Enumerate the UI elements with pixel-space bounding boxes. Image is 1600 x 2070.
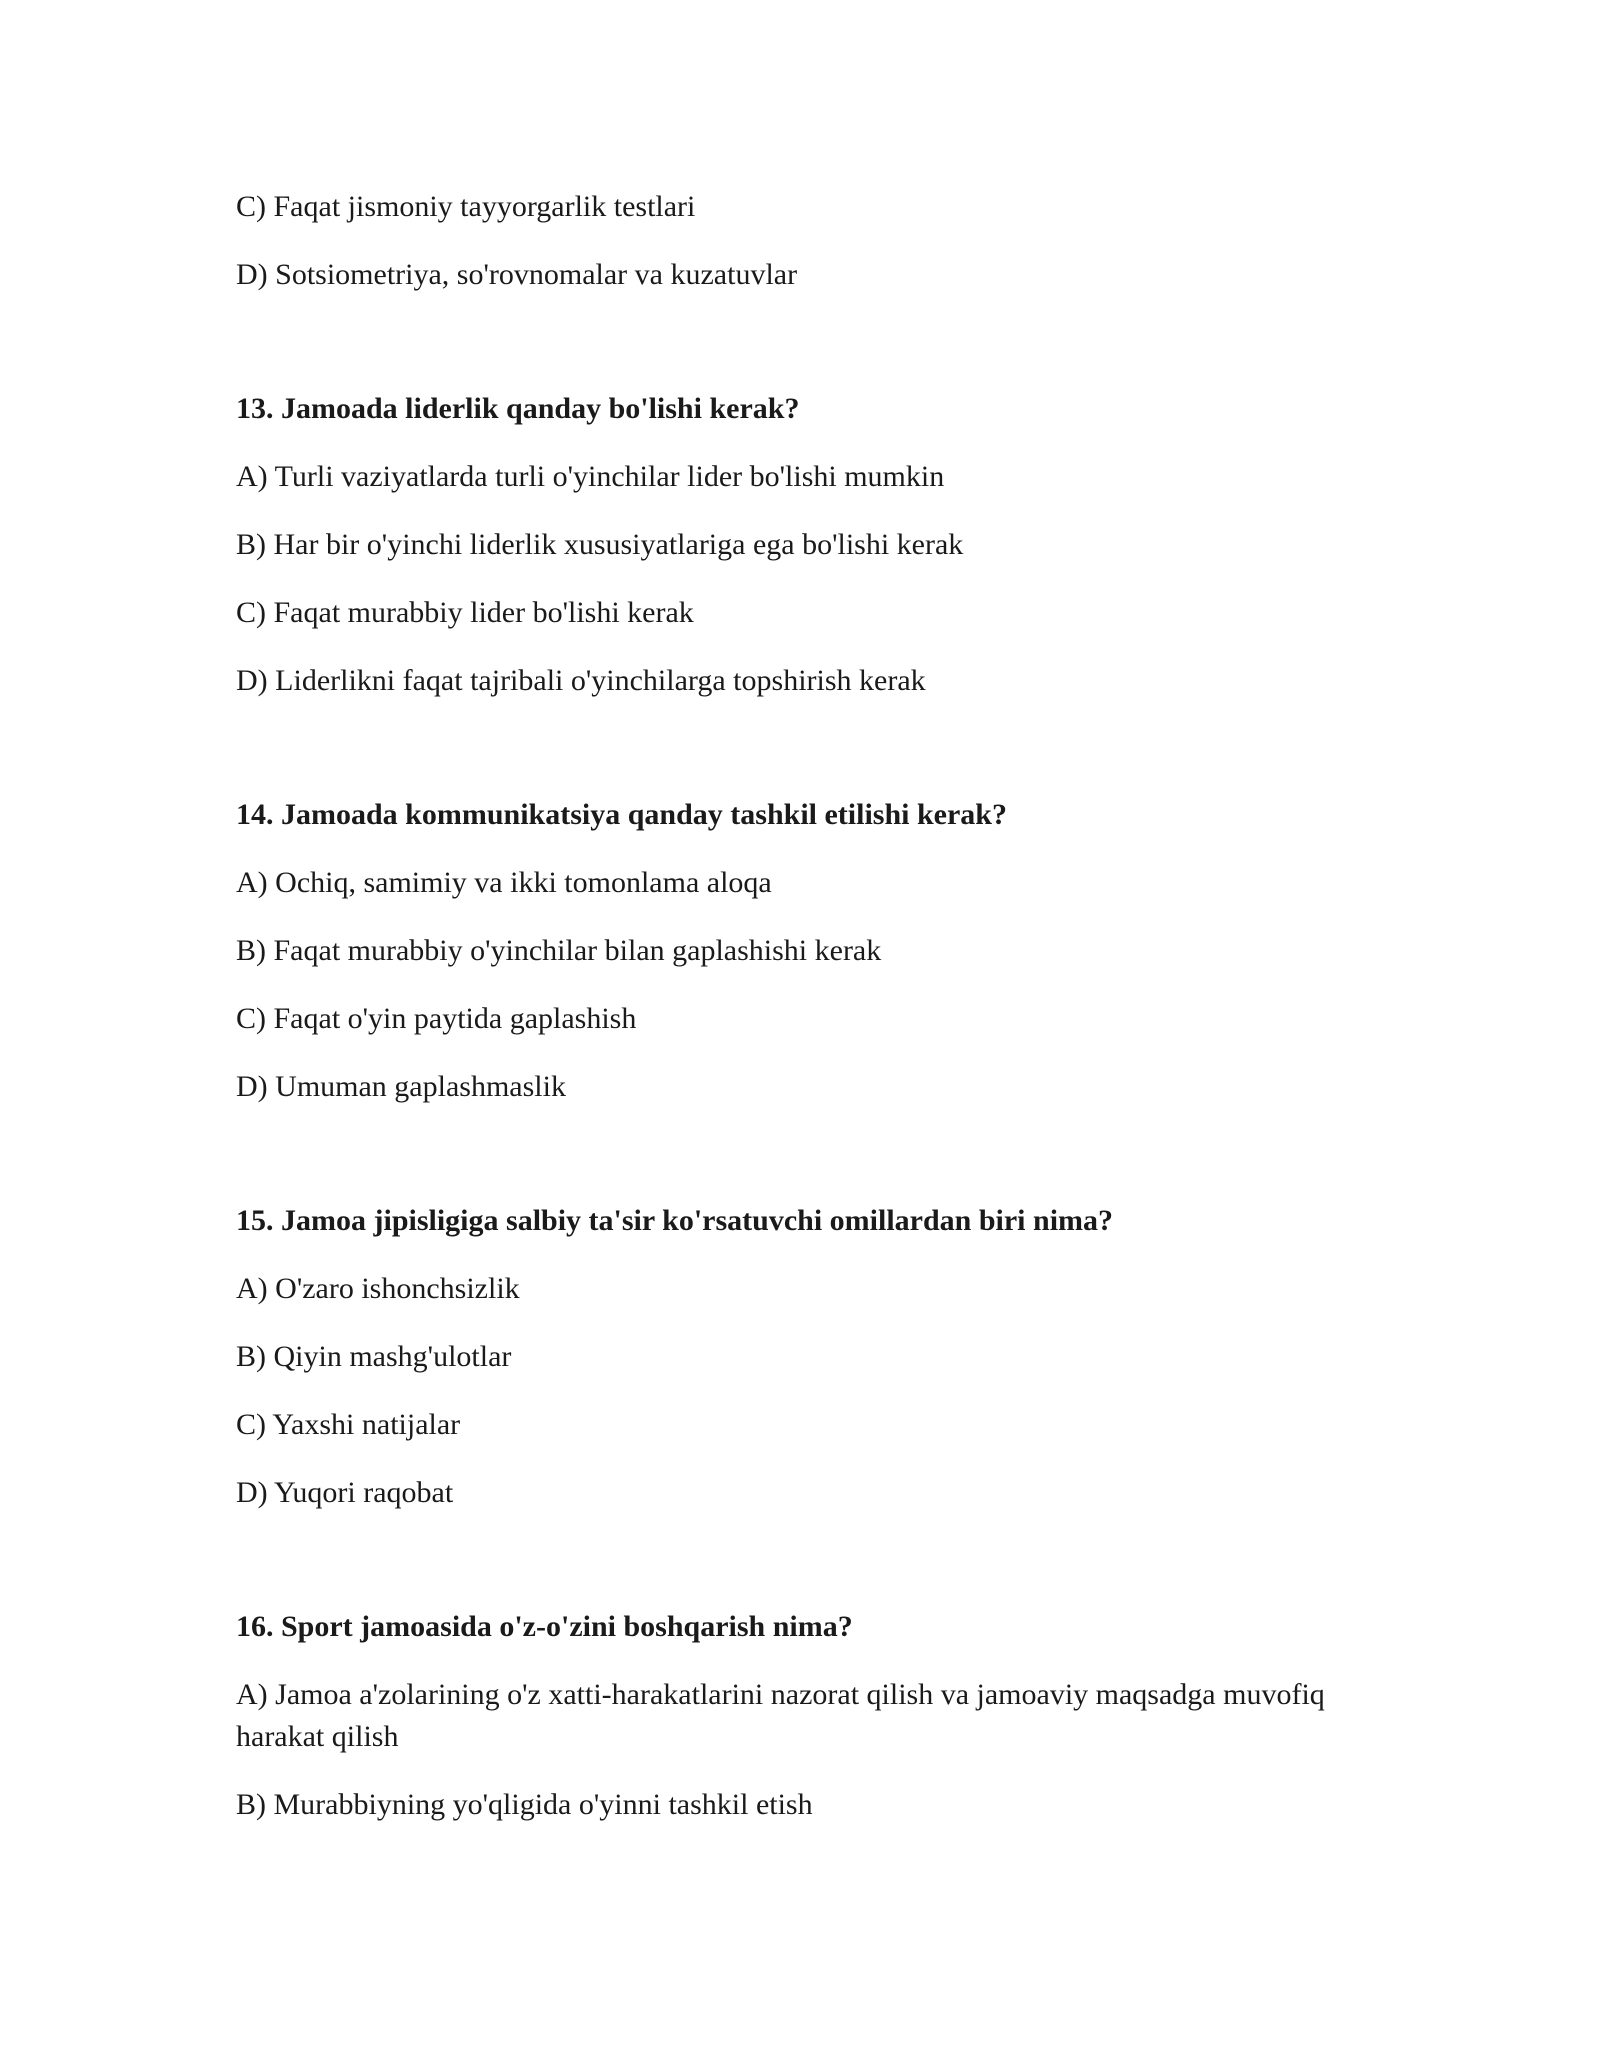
question-15-option-b: B) Qiyin mashg'ulotlar [236, 1340, 512, 1373]
question-14-option-c: C) Faqat o'yin paytida gaplashish [236, 1002, 637, 1035]
option-d-previous: D) Sotsiometriya, so'rovnomalar va kuzatuvlar [236, 258, 798, 291]
question-16-option-b: B) Murabbiyning yo'qligida o'yinni tashkil etish [236, 1788, 813, 1821]
question-13-title: 13. Jamoada liderlik qanday bo'lishi kerak? [236, 392, 800, 425]
question-13-option-d: D) Liderlikni faqat tajribali o'yinchilarga topshirish kerak [236, 664, 926, 697]
page-content [236, 186, 1386, 1852]
question-13-option-c: C) Faqat murabbiy lider bo'lishi kerak [236, 596, 694, 629]
question-14-option-a: A) Ochiq, samimiy va ikki tomonlama aloqa [236, 866, 772, 899]
question-15-option-c: C) Yaxshi natijalar [236, 1408, 461, 1441]
question-15-option-d: D) Yuqori raqobat [236, 1476, 454, 1509]
question-15-option-a: A) O'zaro ishonchsizlik [236, 1272, 520, 1305]
question-14-option-d: D) Umuman gaplashmaslik [236, 1070, 566, 1103]
question-14-option-b: B) Faqat murabbiy o'yinchilar bilan gaplashishi kerak [236, 934, 882, 967]
question-16-title: 16. Sport jamoasida o'z-o'zini boshqarish nima? [236, 1610, 853, 1643]
option-c-previous: C) Faqat jismoniy tayyorgarlik testlari [236, 190, 696, 223]
question-14-title: 14. Jamoada kommunikatsiya qanday tashkil etilishi kerak? [236, 798, 1007, 831]
question-13-option-b: B) Har bir o'yinchi liderlik xususiyatlariga ega bo'lishi kerak [236, 528, 964, 561]
spacer [236, 1540, 1386, 1606]
question-15-title: 15. Jamoa jipisligiga salbiy ta'sir ko'rsatuvchi omillardan biri nima? [236, 1204, 1114, 1237]
question-16-option-a: A) Jamoa a'zolarining o'z xatti-harakatlarini nazorat qilish va jamoaviy maqsadga muvofiq harakat qilish [236, 1678, 1325, 1753]
question-13-option-a: A) Turli vaziyatlarda turli o'yinchilar lider bo'lishi mumkin [236, 460, 945, 493]
spacer [236, 728, 1386, 794]
spacer [236, 1134, 1386, 1200]
spacer [236, 322, 1386, 388]
